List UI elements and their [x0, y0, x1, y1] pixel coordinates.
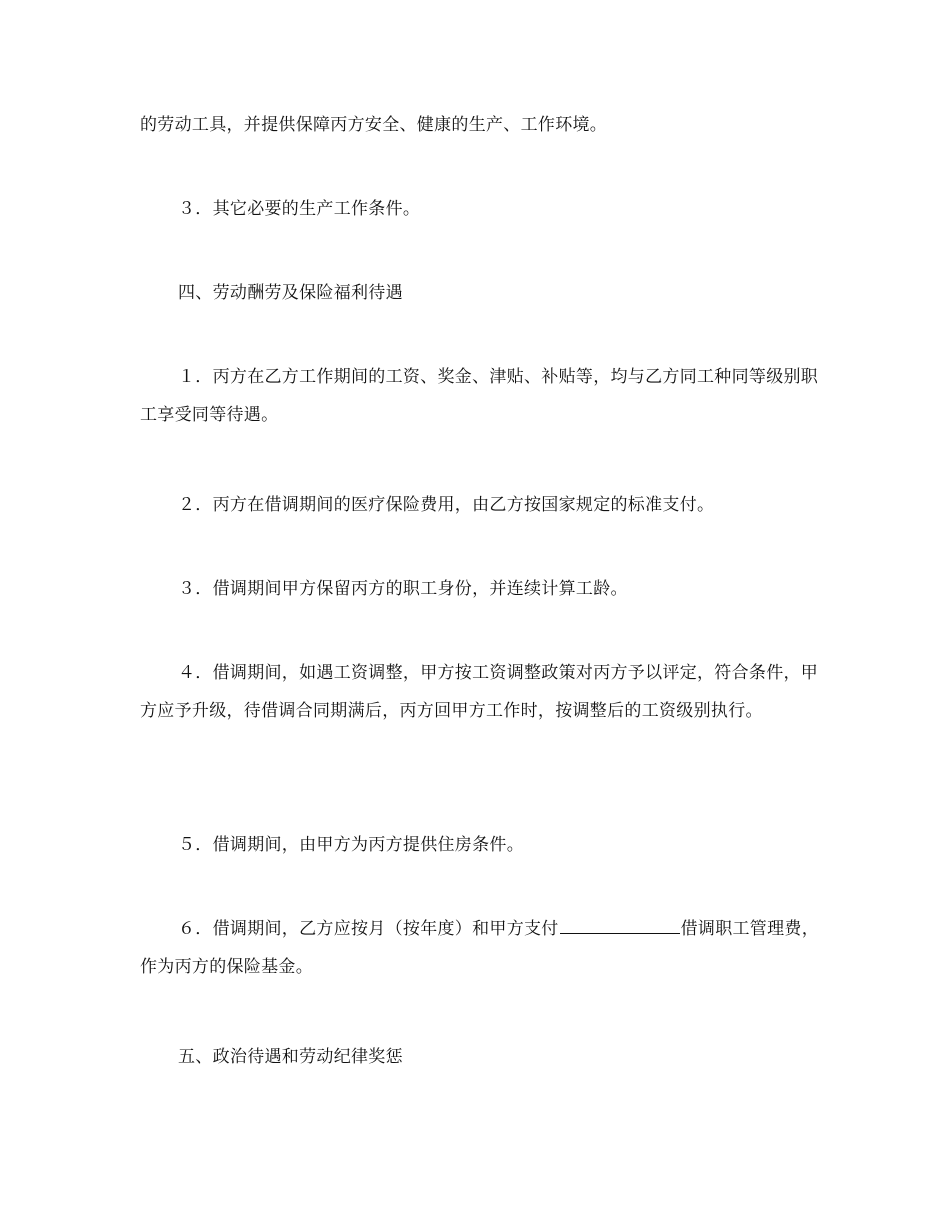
paragraph-item-4-wage-adjustment: ４．借调期间，如遇工资调整，甲方按工资调整政策对丙方予以评定，符合条件，甲方应予升级，待借调合同期满后，丙方回甲方工作时，按调整后的工资级别执行。 — [140, 663, 819, 721]
paragraph-item-2-medical: ２．丙方在借调期间的医疗保险费用，由乙方按国家规定的标准支付。 — [178, 495, 715, 515]
paragraph-item-1-wages: １．丙方在乙方工作期间的工资、奖金、津贴、补贴等，均与乙方同工种同等级别职工享受同等待遇。 — [140, 367, 819, 425]
fee-amount-blank[interactable] — [560, 916, 680, 934]
fee-text-after: 借调职工管理费，作为丙方的保险基金。 — [140, 919, 820, 977]
section-heading-4: 四、劳动酬劳及保险福利待遇 — [178, 283, 403, 303]
paragraph-continuation: 的劳动工具，并提供保障丙方安全、健康的生产、工作环境。 — [140, 115, 608, 135]
paragraph-item-5-housing: ５．借调期间，由甲方为丙方提供住房条件。 — [178, 835, 524, 855]
paragraph-item-3-seniority: ３．借调期间甲方保留丙方的职工身份，并连续计算工龄。 — [178, 579, 628, 599]
paragraph-item-6-management-fee — [140, 910, 820, 986]
section-heading-5: 五、政治待遇和劳动纪律奖惩 — [178, 1047, 403, 1067]
paragraph-item-3-conditions: ３．其它必要的生产工作条件。 — [178, 199, 421, 219]
fee-text-before: ６．借调期间，乙方应按月（按年度）和甲方支付 — [178, 919, 559, 939]
